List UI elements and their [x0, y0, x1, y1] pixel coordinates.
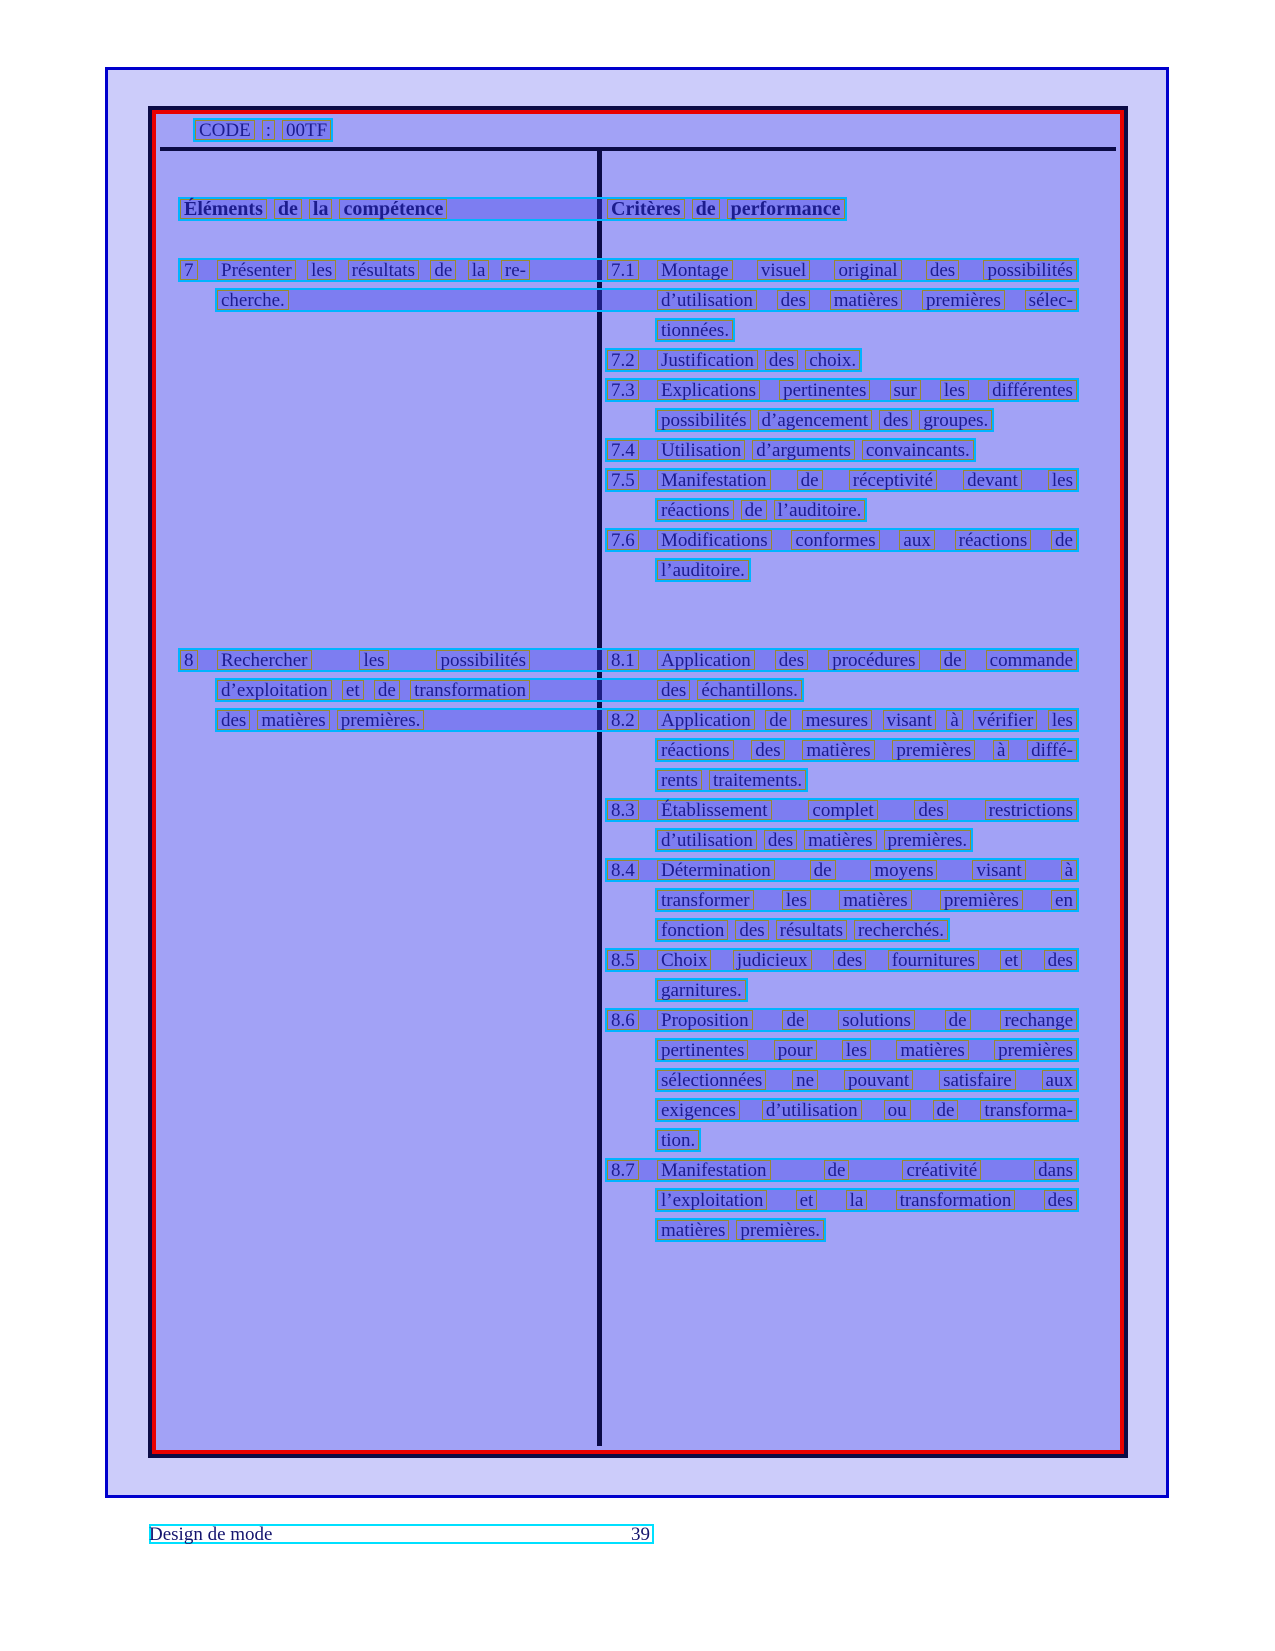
ocr-word-box: matières [802, 740, 874, 760]
ocr-word-group [657, 740, 1077, 760]
ocr-word-box: d’utilisation [657, 830, 757, 850]
ocr-word-box: à [946, 710, 962, 730]
ocr-word-box: complet [808, 800, 877, 820]
ocr-word-group [657, 1070, 1077, 1090]
ocr-word-group [180, 650, 217, 670]
ocr-word-box: dans [1034, 1160, 1077, 1180]
ocr-word-box: réceptivité [849, 470, 937, 490]
ocr-word-box: des [765, 350, 798, 370]
ocr-word-box: et [796, 1190, 818, 1210]
ocr-word-group [607, 1010, 657, 1030]
ocr-line-box [655, 558, 751, 582]
column-divider [597, 151, 602, 1446]
ocr-word-group [657, 380, 1077, 400]
ocr-word-box: Détermination [657, 860, 775, 880]
ocr-line-box [655, 978, 748, 1002]
ocr-word-box: des [751, 740, 784, 760]
ocr-word-box: transformation [410, 680, 530, 700]
ocr-line-box [655, 498, 867, 522]
ocr-word-box: pour [774, 1040, 817, 1060]
ocr-word-box: de [430, 260, 456, 280]
ocr-word-box: 8.6 [607, 1010, 639, 1030]
ocr-word-box: convaincants. [862, 440, 974, 460]
ocr-word-group [657, 830, 971, 850]
ocr-word-group [607, 440, 657, 460]
ocr-line-box [178, 648, 1079, 672]
ocr-word-group [607, 470, 657, 490]
ocr-word-box: premières [922, 290, 1005, 310]
ocr-word-box: l’auditoire. [657, 560, 749, 580]
ocr-word-box: garnitures. [657, 980, 746, 1000]
ocr-word-box: matières [657, 1220, 729, 1240]
ocr-word-box: 8.4 [607, 860, 639, 880]
ocr-word-box: les [1048, 710, 1077, 730]
ocr-word-box: la [309, 199, 333, 219]
ocr-word-box: choix. [805, 350, 860, 370]
ocr-word-box: 8.7 [607, 1160, 639, 1180]
competency-table-frame [148, 106, 1128, 1458]
ocr-word-group [607, 530, 657, 550]
ocr-word-group [657, 320, 733, 340]
ocr-word-group [607, 950, 657, 970]
ocr-word-group [657, 710, 1077, 730]
ocr-word-box: Justification [657, 350, 758, 370]
ocr-word-box: possibilités [657, 410, 751, 430]
ocr-word-group [217, 650, 530, 670]
ocr-line-box [178, 197, 847, 221]
header-divider-rule [160, 147, 1116, 151]
ocr-word-box: Modifications [657, 530, 772, 550]
ocr-word-box: les [782, 890, 811, 910]
ocr-word-group [657, 560, 749, 580]
ocr-line-box [215, 708, 1079, 732]
ocr-word-box: restrictions [985, 800, 1077, 820]
ocr-word-box: solutions [838, 1010, 915, 1030]
ocr-word-box: compétence [339, 199, 447, 219]
ocr-line-box [605, 1008, 1079, 1032]
ocr-word-box: et [1000, 950, 1022, 970]
ocr-word-box: groupes. [919, 410, 992, 430]
ocr-line-box [655, 918, 950, 942]
ocr-line-box [655, 888, 1079, 912]
ocr-word-box: de [824, 1160, 850, 1180]
ocr-word-group [657, 1010, 1077, 1030]
ocr-word-group [657, 950, 1077, 970]
ocr-word-box: des [926, 260, 959, 280]
ocr-word-group [657, 680, 802, 700]
ocr-line-box [605, 798, 1079, 822]
ocr-word-box: de [933, 1100, 959, 1120]
ocr-word-box: Établissement [657, 800, 772, 820]
ocr-word-box: des [1044, 950, 1077, 970]
ocr-word-box: des [217, 710, 250, 730]
ocr-word-box: pertinentes [779, 380, 870, 400]
ocr-word-box: la [846, 1190, 868, 1210]
ocr-word-box: fonction [657, 920, 728, 940]
ocr-word-box: de [810, 860, 836, 880]
ocr-word-box: des [657, 680, 690, 700]
ocr-line-box [655, 318, 735, 342]
ocr-word-group [607, 1160, 657, 1180]
ocr-line-box [655, 768, 808, 792]
ocr-word-group [657, 1130, 699, 1150]
ocr-line-box [655, 1038, 1079, 1062]
ocr-word-box: judicieux [733, 950, 812, 970]
ocr-word-box: de [782, 1010, 808, 1030]
ocr-word-box: Montage [657, 260, 733, 280]
ocr-word-group [657, 1100, 1077, 1120]
ocr-word-box: en [1051, 890, 1077, 910]
ocr-word-box: matières [896, 1040, 968, 1060]
ocr-word-box: résultats [776, 920, 847, 940]
ocr-word-box: différentes [988, 380, 1077, 400]
ocr-word-box: réactions [657, 740, 734, 760]
ocr-word-box: réactions [657, 500, 734, 520]
ocr-word-box: des [775, 650, 808, 670]
ocr-line-box [605, 1158, 1079, 1182]
ocr-word-box: rechange [1000, 1010, 1077, 1030]
page-number: 39 [631, 1523, 650, 1545]
ocr-word-box: de [374, 680, 400, 700]
footer-title: Design de mode [149, 1523, 273, 1545]
ocr-word-group [607, 380, 657, 400]
ocr-word-box: de [945, 1010, 971, 1030]
ocr-word-box: de [274, 199, 302, 219]
ocr-word-group [217, 710, 530, 730]
ocr-word-box: visant [883, 710, 936, 730]
ocr-word-box: 7.6 [607, 530, 639, 550]
ocr-word-box: visant [972, 860, 1025, 880]
ocr-word-box: Présenter [217, 260, 296, 280]
ocr-word-box: les [940, 380, 969, 400]
ocr-word-group [217, 680, 530, 700]
ocr-word-box: 7.2 [607, 350, 639, 370]
ocr-word-box: des [879, 410, 912, 430]
ocr-word-box: visuel [757, 260, 810, 280]
ocr-word-box: Utilisation [657, 440, 745, 460]
ocr-word-box: rents [657, 770, 702, 790]
ocr-line-box [605, 528, 1079, 552]
ocr-word-box: 8.3 [607, 800, 639, 820]
ocr-word-box: Proposition [657, 1010, 753, 1030]
ocr-word-box: 7.3 [607, 380, 639, 400]
ocr-word-box: transforma- [980, 1100, 1077, 1120]
ocr-word-box: des [777, 290, 810, 310]
ocr-word-group [657, 1160, 1077, 1180]
ocr-word-box: satisfaire [939, 1070, 1016, 1090]
ocr-word-box: 7.5 [607, 470, 639, 490]
ocr-line-box [193, 118, 333, 142]
ocr-word-box: vérifier [973, 710, 1037, 730]
ocr-word-box: mesures [802, 710, 872, 730]
ocr-word-group [657, 650, 1077, 670]
ocr-word-box: Application [657, 650, 755, 670]
ocr-word-box: pouvant [844, 1070, 913, 1090]
ocr-word-box: Manifestation [657, 470, 771, 490]
ocr-line-box [178, 258, 1079, 282]
ocr-word-box: de [940, 650, 966, 670]
ocr-line-gap [530, 680, 657, 700]
outer-frame [105, 67, 1169, 1498]
ocr-word-group [607, 860, 657, 880]
ocr-word-box: conformes [791, 530, 879, 550]
ocr-word-group [657, 920, 948, 940]
ocr-word-box: les [307, 260, 336, 280]
ocr-word-box: fournitures [888, 950, 979, 970]
ocr-word-box: sur [890, 380, 921, 400]
ocr-word-box: transformation [896, 1190, 1016, 1210]
ocr-word-box: 7 [180, 260, 198, 280]
ocr-word-group [657, 530, 1077, 550]
ocr-word-box: moyens [870, 860, 937, 880]
ocr-word-box: d’utilisation [657, 290, 757, 310]
ocr-line-box [215, 288, 1079, 312]
ocr-word-box: premières [892, 740, 975, 760]
ocr-word-box: échantillons. [697, 680, 802, 700]
ocr-word-box: d’agencement [758, 410, 873, 430]
ocr-line-gap [530, 650, 607, 670]
ocr-word-group [657, 260, 1077, 280]
ocr-word-group [657, 1190, 1077, 1210]
ocr-word-group [607, 800, 657, 820]
ocr-word-box: pertinentes [657, 1040, 748, 1060]
ocr-word-box: 8.5 [607, 950, 639, 970]
ocr-word-box: la [468, 260, 490, 280]
ocr-line-box [655, 738, 1079, 762]
ocr-word-box: matières [804, 830, 876, 850]
ocr-line-box [655, 828, 973, 852]
ocr-word-group [657, 350, 860, 370]
ocr-word-group [657, 440, 974, 460]
ocr-word-group [607, 650, 657, 670]
ocr-line-box [605, 858, 1079, 882]
ocr-line-box [605, 378, 1079, 402]
ocr-line-gap [530, 710, 607, 730]
ocr-word-box: diffé- [1027, 740, 1077, 760]
ocr-word-group [657, 290, 1077, 310]
ocr-word-box: et [342, 680, 364, 700]
ocr-word-box: des [1044, 1190, 1077, 1210]
ocr-word-box: possibilités [436, 650, 530, 670]
ocr-line-box [605, 948, 1079, 972]
ocr-word-box: ne [792, 1070, 818, 1090]
ocr-line-box [655, 1098, 1079, 1122]
ocr-word-box: Critères [607, 199, 685, 219]
ocr-word-box: aux [1042, 1070, 1077, 1090]
ocr-line-gap [530, 260, 607, 280]
ocr-word-group [607, 710, 657, 730]
ocr-word-box: l’exploitation [657, 1190, 767, 1210]
ocr-word-box: tion. [657, 1130, 699, 1150]
ocr-word-box: réactions [955, 530, 1032, 550]
ocr-word-box: à [1061, 860, 1077, 880]
ocr-word-group [180, 199, 607, 219]
ocr-word-group [607, 350, 657, 370]
ocr-word-box: 7.1 [607, 260, 639, 280]
page-footer [149, 1524, 654, 1544]
ocr-word-box: de [1051, 530, 1077, 550]
ocr-word-box: transformer [657, 890, 754, 910]
ocr-word-box: des [914, 800, 947, 820]
ocr-line-box [655, 1218, 826, 1242]
ocr-word-box: CODE [195, 120, 255, 140]
ocr-word-group [217, 290, 530, 310]
ocr-word-group [657, 800, 1077, 820]
ocr-word-box: 7.4 [607, 440, 639, 460]
ocr-word-group [217, 260, 530, 280]
ocr-word-box: re- [501, 260, 530, 280]
ocr-word-box: 00TF [282, 120, 331, 140]
ocr-line-box [605, 438, 976, 462]
ocr-word-group [180, 260, 217, 280]
ocr-line-box [605, 348, 862, 372]
ocr-word-box: 8.2 [607, 710, 639, 730]
ocr-word-group [657, 980, 746, 1000]
ocr-word-box: Manifestation [657, 1160, 771, 1180]
ocr-word-group [657, 470, 1077, 490]
ocr-word-box: d’utilisation [762, 1100, 862, 1120]
ocr-word-box: de [692, 199, 720, 219]
ocr-word-box: l’auditoire. [774, 500, 866, 520]
ocr-word-box: ou [884, 1100, 911, 1120]
ocr-word-box: matières [830, 290, 902, 310]
ocr-word-box: Éléments [180, 199, 267, 219]
ocr-word-group [607, 260, 657, 280]
ocr-word-box: premières. [884, 830, 972, 850]
ocr-word-box: premières. [337, 710, 425, 730]
ocr-word-box: procédures [828, 650, 919, 670]
ocr-word-box: des [764, 830, 797, 850]
ocr-word-box: premières [994, 1040, 1077, 1060]
ocr-word-box: aux [899, 530, 934, 550]
ocr-word-box: résultats [348, 260, 419, 280]
ocr-word-group [657, 860, 1077, 880]
ocr-word-box: de [741, 500, 767, 520]
ocr-word-box: d’arguments [752, 440, 855, 460]
ocr-word-box: 8.1 [607, 650, 639, 670]
ocr-word-box: Choix [657, 950, 711, 970]
ocr-line-box [215, 678, 804, 702]
ocr-word-box: cherche. [217, 290, 289, 310]
ocr-word-box: original [834, 260, 901, 280]
ocr-word-box: d’exploitation [217, 680, 332, 700]
ocr-word-box: Rechercher [217, 650, 312, 670]
ocr-word-box: premières [940, 890, 1023, 910]
ocr-line-box [655, 408, 994, 432]
ocr-word-box: traitements. [709, 770, 806, 790]
ocr-word-box: Application [657, 710, 755, 730]
ocr-word-group [195, 120, 331, 140]
ocr-word-box: de [797, 470, 823, 490]
ocr-word-box: matières [257, 710, 329, 730]
ocr-word-box: des [735, 920, 768, 940]
ocr-word-box: possibilités [983, 260, 1077, 280]
ocr-line-box [655, 1188, 1079, 1212]
ocr-word-box: 8 [180, 650, 198, 670]
ocr-word-box: sélec- [1025, 290, 1077, 310]
ocr-word-box: : [262, 120, 275, 140]
ocr-word-box: de [765, 710, 791, 730]
ocr-word-group [657, 770, 806, 790]
ocr-line-box [605, 468, 1079, 492]
ocr-word-box: recherchés. [854, 920, 948, 940]
ocr-word-box: exigences [657, 1100, 740, 1120]
ocr-word-box: commande [986, 650, 1077, 670]
ocr-word-box: les [359, 650, 388, 670]
ocr-word-group [657, 890, 1077, 910]
ocr-word-box: devant [963, 470, 1022, 490]
ocr-line-box [655, 1068, 1079, 1092]
ocr-word-box: sélectionnées [657, 1070, 766, 1090]
ocr-word-box: matières [839, 890, 911, 910]
ocr-word-box: des [833, 950, 866, 970]
ocr-word-group [657, 1220, 824, 1240]
ocr-word-box: les [1048, 470, 1077, 490]
ocr-word-group [657, 500, 865, 520]
ocr-line-gap [530, 290, 657, 310]
ocr-word-group [657, 410, 992, 430]
ocr-word-box: les [842, 1040, 871, 1060]
ocr-word-box: Explications [657, 380, 760, 400]
ocr-word-group [607, 199, 845, 219]
ocr-word-box: premières. [736, 1220, 824, 1240]
ocr-word-box: tionnées. [657, 320, 733, 340]
ocr-word-box: performance [727, 199, 845, 219]
ocr-word-box: créativité [902, 1160, 981, 1180]
ocr-word-box: à [993, 740, 1009, 760]
ocr-word-group [657, 1040, 1077, 1060]
ocr-line-box [655, 1128, 701, 1152]
